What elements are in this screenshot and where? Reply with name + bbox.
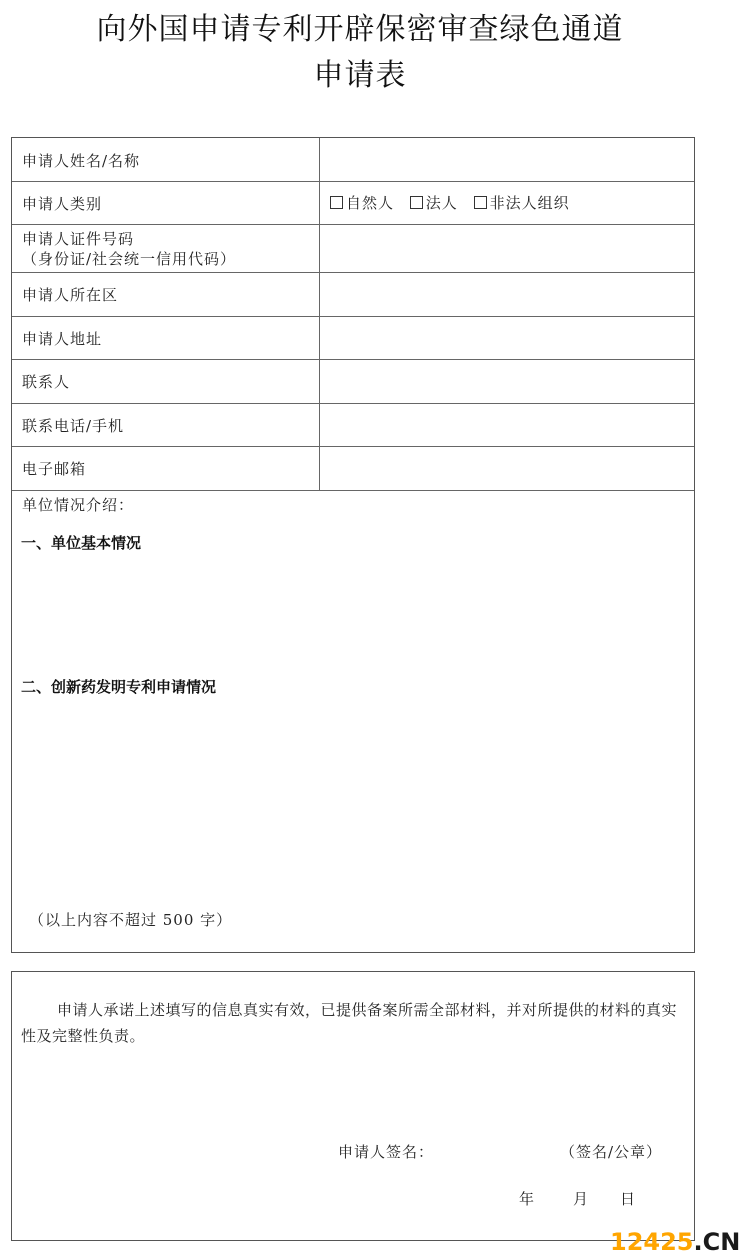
option-unincorporated-org[interactable]: 非法人组织 xyxy=(474,192,570,213)
word-limit-note: （以上内容不超过 500 字） xyxy=(29,911,233,929)
option-legal-person[interactable]: 法人 xyxy=(410,192,458,213)
application-form xyxy=(11,137,695,953)
applicant-type-options xyxy=(330,192,580,213)
checkbox-icon[interactable] xyxy=(410,196,423,209)
document-title: 向外国申请专利开辟保密审查绿色通道 xyxy=(96,12,624,47)
row-id-number xyxy=(12,224,694,273)
label-phone: 联系电话/手机 xyxy=(22,417,125,435)
label-contact: 联系人 xyxy=(22,373,71,391)
label-district: 申请人所在区 xyxy=(22,286,119,304)
label-id-number: 申请人证件号码 xyxy=(22,230,135,248)
date-month: 月 xyxy=(573,1190,589,1208)
site-watermark: 12425.CN xyxy=(610,1228,740,1256)
checkbox-icon[interactable] xyxy=(330,196,343,209)
section-basic-info: 一、单位基本情况 xyxy=(21,534,142,552)
row-address xyxy=(12,316,694,360)
document-subtitle: 申请表 xyxy=(313,58,407,93)
pledge-text: 申请人承诺上述填写的信息真实有效，已提供备案所需全部材料，并对所提供的材料的真实性及完整性负责。 xyxy=(21,1001,678,1045)
row-applicant-name xyxy=(12,138,694,182)
row-email xyxy=(12,446,694,491)
option-natural-person[interactable]: 自然人 xyxy=(330,192,394,213)
label-email: 电子邮箱 xyxy=(22,460,87,478)
row-contact xyxy=(12,359,694,404)
signature-label: 申请人签名： xyxy=(338,1143,435,1161)
date-day: 日 xyxy=(620,1190,636,1208)
row-district xyxy=(12,272,694,317)
date-year: 年 xyxy=(519,1190,535,1208)
row-phone xyxy=(12,403,694,447)
label-applicant-type: 申请人类别 xyxy=(22,195,103,213)
signature-seal-note: （签名/公章） xyxy=(560,1143,663,1161)
checkbox-icon[interactable] xyxy=(474,196,487,209)
label-id-number-hint: （身份证/社会统一信用代码） xyxy=(22,250,237,268)
label-address: 申请人地址 xyxy=(22,330,103,348)
pledge-box xyxy=(11,971,695,1241)
section-patent-info: 二、创新药发明专利申请情况 xyxy=(21,678,217,696)
intro-label: 单位情况介绍： xyxy=(22,496,135,514)
label-applicant-name: 申请人姓名/名称 xyxy=(22,152,141,170)
